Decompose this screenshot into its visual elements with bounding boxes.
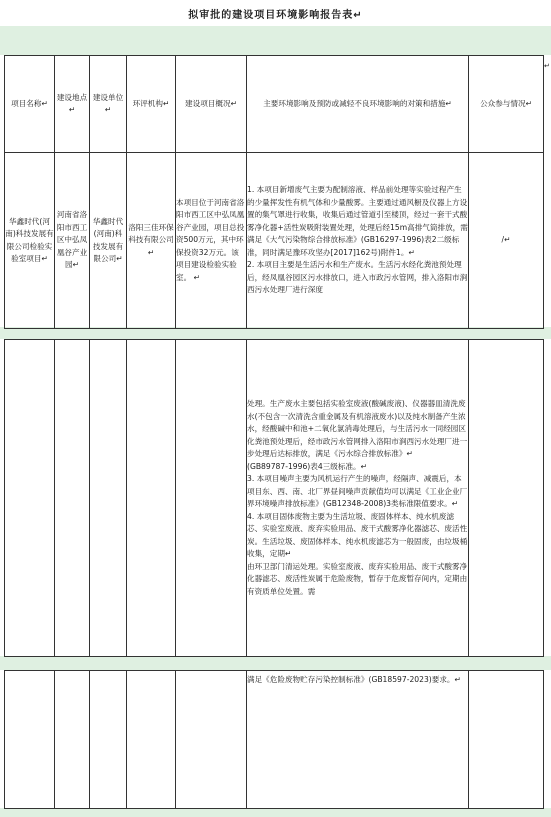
report-table-part-2 [4,339,544,657]
measures-cell-1 [247,153,469,329]
empty-cell [55,671,90,809]
location-cell: 河南省洛阳市西工区中弘凤凰谷产业园↵ [55,153,90,329]
header-unit: 建设单位↵ [90,56,127,153]
measure-paragraph: 由环卫部门清运处理。实验室废液、废弃实验用品、废干式酸雾净化器滤芯、废活性炭属于危险废物，暂存于危废暂存间内，定期由有资质单位处置。需 [247,561,468,596]
measure-paragraph: (GB89787-1996)表4三级标准。↵ [247,461,367,471]
agency-cell: 洛阳三佳环保科技有限公司↵ [127,153,176,329]
margin-mark: ↵ [544,62,550,70]
measure-paragraph: 4. 本项目固体废物主要为生活垃圾、废固体样本、纯水机废滤芯、实验室废液、废弃实验用品、废干式酸雾净化器滤芯、废活性炭。生活垃圾、废固体样本、纯水机废滤芯为一般固废，由垃圾桶收集，定期↵ [247,511,468,558]
header-public: 公众参与情况↵ [469,56,544,153]
unit-cell: 华鑫时代(河南)科技发展有限公司↵ [90,153,127,329]
header-row [5,56,544,153]
empty-cell [5,671,55,809]
project-name-cell: 华鑫时代(河南)科技发展有限公司检验实验室项目↵ [5,153,55,329]
measure-paragraph: 1. 本项目新增废气主要为配制溶液、样品前处理等实验过程产生的少量挥发性有机气体和少量酸雾。主要通过通风橱及仪器上方设置的集气罩进行收集，收集后通过管道引至楼顶，经过一套干式酸雾净化器+活性炭吸附装置处理，处理后经15m高排气筒排放，需满足《大气污染物综合排放标准》(GB16297-1996)表2二级标准，同时满足豫环攻坚办[2017]162号)附件1。↵ [247,185,468,257]
measure-paragraph: 2. 本项目主要是生活污水和生产废水。生活污水经化粪池预处理后，经凤凰谷园区污水排放口，进入市政污水管网，排入洛阳市涧西污水处理厂进行深度 [247,260,468,295]
header-agency: 环评机构↵ [127,56,176,153]
empty-cell [469,340,544,657]
empty-cell [127,340,176,657]
gap-band-2 [0,656,551,670]
header-measures: 主要环境影响及预防或减轻不良环境影响的对策和措施↵ [247,56,469,153]
report-table-part-3 [4,670,544,809]
empty-cell [5,340,55,657]
empty-cell [55,340,90,657]
document-title: 拟审批的建设项目环境影响报告表↵ [188,10,363,21]
empty-cell [469,671,544,809]
public-cell: /↵ [469,153,544,329]
empty-cell [90,671,127,809]
measure-paragraph: 处理。生产废水主要包括实验室废液(酸碱废液)、仪器器皿清洗废水(不包含一次清洗含重金属及有机溶液废水)以及纯水制备产生浓水，经酸碱中和池+二氧化氯消毒处理后，与生活污水一同经园区化粪池预处理后，经市政污水管网排入洛阳市涧西污水处理厂进一步处理后达标排放，满足《污水综合排放标准》↵ [247,399,468,458]
header-project-name: 项目名称↵ [5,56,55,153]
measures-cell-2 [247,340,469,657]
report-table-part-1 [4,55,544,329]
measure-paragraph: 满足《危险废物贮存污染控制标准》(GB18597-2023)要求。↵ [247,675,461,684]
table-row [5,153,544,329]
header-location: 建设地点↵ [55,56,90,153]
header-band [0,26,551,55]
measure-paragraph: 3. 本项目噪声主要为风机运行产生的噪声，经隔声、减震后，本项目东、西、南、北厂界昼间噪声贡献值均可以满足《工业企业厂界环境噪声排放标准》(GB12348-2008)3类标准限值要求。↵ [247,474,468,508]
empty-cell [176,671,247,809]
table-row [5,340,544,657]
empty-cell [90,340,127,657]
measures-cell-3 [247,671,469,809]
bottom-band [0,808,551,817]
header-overview: 建设项目概况↵ [176,56,247,153]
empty-cell [176,340,247,657]
table-row [5,671,544,809]
empty-cell [127,671,176,809]
overview-cell: 本项目位于河南省洛阳市西工区中弘凤凰谷产业园，项目总投资500万元，其中环保投资32万元。该项目建设检验实验室。 ↵ [176,153,247,329]
